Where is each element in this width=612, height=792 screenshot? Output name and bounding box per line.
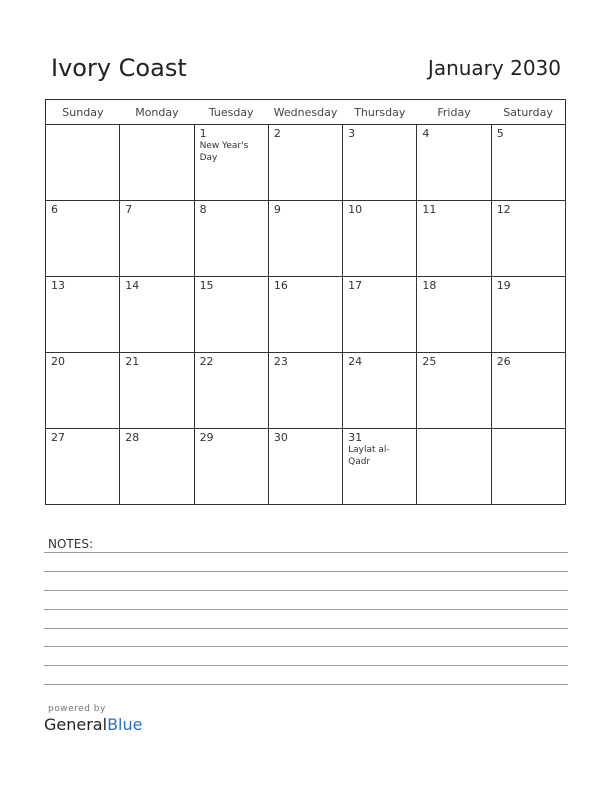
month-title: January 2030 — [427, 56, 561, 80]
day-number: 18 — [422, 279, 437, 292]
day-cell — [120, 277, 194, 353]
weekday-thursday: Thursday — [343, 100, 417, 125]
weekday-monday: Monday — [120, 100, 194, 125]
day-number: 31 — [348, 431, 363, 444]
day-number: 26 — [496, 355, 511, 368]
day-cell — [120, 125, 194, 201]
note-line — [44, 571, 568, 572]
day-number: 24 — [348, 355, 363, 368]
day-cell — [194, 353, 268, 429]
week-row — [46, 277, 566, 353]
day-cell — [268, 277, 342, 353]
day-number: 19 — [496, 279, 511, 292]
day-number: 5 — [496, 127, 504, 140]
brand-logo — [44, 715, 142, 734]
day-number: 17 — [348, 279, 363, 292]
weekday-saturday: Saturday — [491, 100, 565, 125]
day-cell — [491, 125, 565, 201]
day-cell — [194, 201, 268, 277]
day-cell — [120, 429, 194, 505]
day-number: 9 — [273, 203, 281, 216]
day-cell — [417, 277, 491, 353]
day-cell — [46, 125, 120, 201]
day-cell — [268, 125, 342, 201]
day-number: 11 — [422, 203, 437, 216]
week-row — [46, 429, 566, 505]
day-number: 15 — [199, 279, 214, 292]
day-cell — [268, 353, 342, 429]
weekday-header-row — [46, 100, 566, 125]
day-number: 23 — [273, 355, 288, 368]
day-number: 8 — [199, 203, 207, 216]
day-number: 12 — [496, 203, 511, 216]
week-row — [46, 353, 566, 429]
day-cell — [491, 429, 565, 505]
week-row — [46, 201, 566, 277]
day-cell — [120, 353, 194, 429]
day-cell — [194, 429, 268, 505]
day-cell — [417, 353, 491, 429]
day-number: 1 — [199, 127, 207, 140]
day-cell — [194, 277, 268, 353]
brand-blue: Blue — [107, 715, 143, 734]
weekday-sunday: Sunday — [46, 100, 120, 125]
day-cell — [194, 125, 268, 201]
day-number: 25 — [422, 355, 437, 368]
day-number: 21 — [125, 355, 140, 368]
notes-label: NOTES: — [48, 537, 93, 551]
weekday-tuesday: Tuesday — [194, 100, 268, 125]
day-cell — [343, 277, 417, 353]
day-cell — [343, 429, 417, 505]
week-row — [46, 125, 566, 201]
day-number: 3 — [348, 127, 356, 140]
note-line — [44, 665, 568, 666]
day-cell — [417, 201, 491, 277]
day-number: 28 — [125, 431, 140, 444]
day-number: 7 — [125, 203, 133, 216]
day-cell — [491, 353, 565, 429]
day-cell — [491, 277, 565, 353]
day-number: 20 — [51, 355, 65, 368]
day-number: 4 — [422, 127, 430, 140]
day-number: 29 — [199, 431, 214, 444]
day-cell — [491, 201, 565, 277]
day-number: 22 — [199, 355, 214, 368]
day-number: 10 — [348, 203, 363, 216]
holiday-label: Laylat al-Qadr — [348, 445, 390, 467]
day-number: 27 — [51, 431, 65, 444]
note-line — [44, 590, 568, 591]
note-line — [44, 646, 568, 647]
brand-general: General — [44, 715, 108, 734]
day-cell — [120, 201, 194, 277]
day-cell — [343, 201, 417, 277]
day-number: 30 — [273, 431, 288, 444]
powered-by-text: powered by — [48, 704, 106, 714]
calendar-grid — [45, 99, 566, 505]
day-number: 6 — [51, 203, 58, 216]
day-cell — [46, 353, 120, 429]
day-cell — [417, 125, 491, 201]
day-number: 2 — [273, 127, 281, 140]
day-cell — [343, 125, 417, 201]
holiday-label: New Year's Day — [199, 141, 249, 163]
note-line — [44, 609, 568, 610]
day-cell — [46, 429, 120, 505]
weekday-friday: Friday — [417, 100, 491, 125]
day-number: 16 — [273, 279, 288, 292]
day-cell — [268, 201, 342, 277]
day-cell — [46, 277, 120, 353]
day-cell — [417, 429, 491, 505]
weekday-wednesday: Wednesday — [268, 100, 342, 125]
day-cell — [343, 353, 417, 429]
day-cell — [268, 429, 342, 505]
note-line — [44, 628, 568, 629]
day-cell — [46, 201, 120, 277]
day-number: 14 — [125, 279, 140, 292]
day-number: 13 — [51, 279, 65, 292]
country-title: Ivory Coast — [51, 54, 187, 82]
footer-logo — [44, 704, 142, 734]
note-line — [44, 684, 568, 685]
note-line — [44, 552, 568, 553]
